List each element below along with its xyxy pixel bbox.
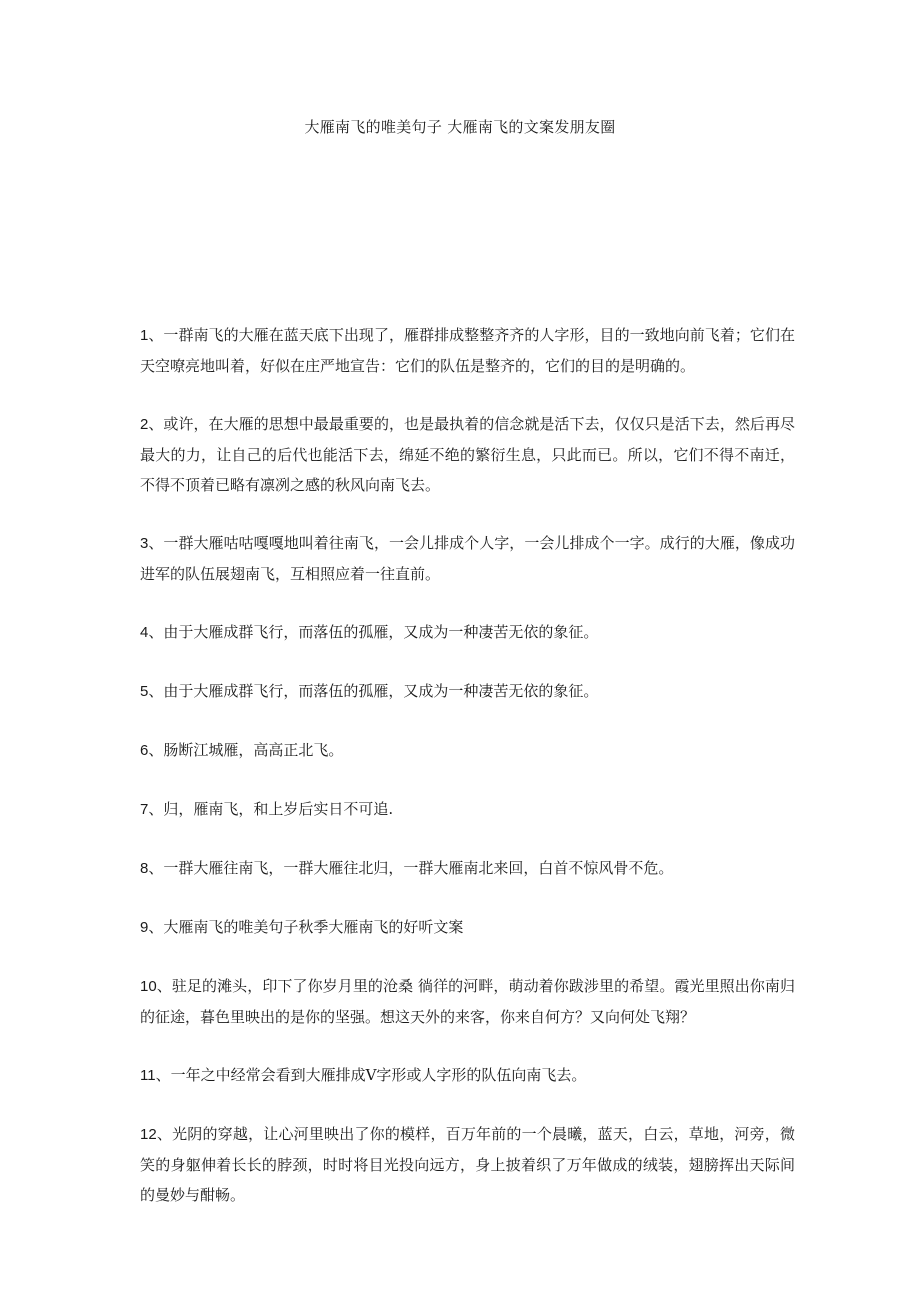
paragraph-3 — [140, 528, 795, 589]
paragraph-number: 7 — [140, 801, 149, 818]
paragraph-6 — [140, 735, 795, 766]
paragraph-number: 5 — [140, 683, 149, 700]
paragraph-1 — [140, 320, 795, 381]
paragraph-2 — [140, 409, 795, 500]
paragraph-text: 、肠断江城雁，高高正北飞。 — [148, 741, 344, 759]
paragraph-12 — [140, 1119, 795, 1210]
paragraph-text: 、光阴的穿越，让心河里映出了你的模样，百万年前的一个晨曦，蓝天，白云，草地，河旁，微笑的身躯伸着长长的脖颈，时时将目光投向远方，身上披着织了万年做成的绒装，翅膀挥出天际间的曼妙与酣畅。 — [140, 1125, 795, 1204]
paragraph-number: 8 — [140, 860, 149, 877]
paragraph-7 — [140, 794, 795, 825]
paragraph-11 — [140, 1060, 795, 1091]
paragraph-text: 、由于大雁成群飞行，而落伍的孤雁，又成为一种凄苦无依的象征。 — [148, 623, 599, 641]
paragraph-4 — [140, 617, 795, 648]
paragraph-number: 4 — [140, 624, 149, 641]
paragraph-number: 3 — [140, 535, 149, 552]
paragraph-number: 10 — [140, 978, 157, 995]
paragraph-text: 、归，雁南飞，和上岁后实日不可追. — [148, 800, 394, 818]
paragraph-number: 6 — [140, 742, 149, 759]
paragraph-text: 、由于大雁成群飞行，而落伍的孤雁，又成为一种凄苦无依的象征。 — [148, 682, 599, 700]
paragraph-text: 、一群大雁咕咕嘎嘎地叫着往南飞，一会儿排成个人字，一会儿排成个一字。成行的大雁，像成功进军的队伍展翅南飞，互相照应着一往直前。 — [140, 534, 795, 583]
paragraph-text: 、大雁南飞的唯美句子秋季大雁南飞的好听文案 — [148, 918, 464, 936]
paragraph-5 — [140, 676, 795, 707]
paragraph-text: 、一群大雁往南飞，一群大雁往北归，一群大雁南北来回，白首不惊风骨不危。 — [148, 859, 674, 877]
paragraph-10 — [140, 971, 795, 1032]
paragraph-text: 、一年之中经常会看到大雁排成V字形或人字形的队伍向南飞去。 — [155, 1066, 587, 1084]
paragraph-text: 、驻足的滩头，印下了你岁月里的沧桑 徜徉的河畔，萌动着你跋涉里的希望。霞光里照出你南归的征途，暮色里映出的是你的坚强。想这天外的来客，你来自何方？又向何处飞翔？ — [140, 977, 795, 1026]
paragraph-number: 1 — [140, 327, 149, 344]
document-title: 大雁南飞的唯美句子 大雁南飞的文案发朋友圈 — [304, 118, 616, 136]
paragraph-number: 2 — [140, 416, 149, 433]
paragraph-text: 、一群南飞的大雁在蓝天底下出现了，雁群排成整整齐齐的人字形，目的一致地向前飞着；它们在天空嘹亮地叫着，好似在庄严地宣告：它们的队伍是整齐的，它们的目的是明确的。 — [140, 326, 795, 375]
paragraph-9 — [140, 912, 795, 943]
paragraph-text: 、或许，在大雁的思想中最最重要的，也是最执着的信念就是活下去，仅仅只是活下去，然后再尽最大的力，让自己的后代也能活下去，绵延不绝的繁衍生息，只此而已。所以，它们不得不南迁，不得不顶着已略有凛冽之感的秋风向南飞去。 — [140, 415, 795, 494]
document-body — [140, 320, 795, 1238]
paragraph-8 — [140, 853, 795, 884]
paragraph-number: 12 — [140, 1126, 157, 1143]
paragraph-number: 9 — [140, 919, 149, 936]
paragraph-number: 11 — [140, 1067, 156, 1084]
